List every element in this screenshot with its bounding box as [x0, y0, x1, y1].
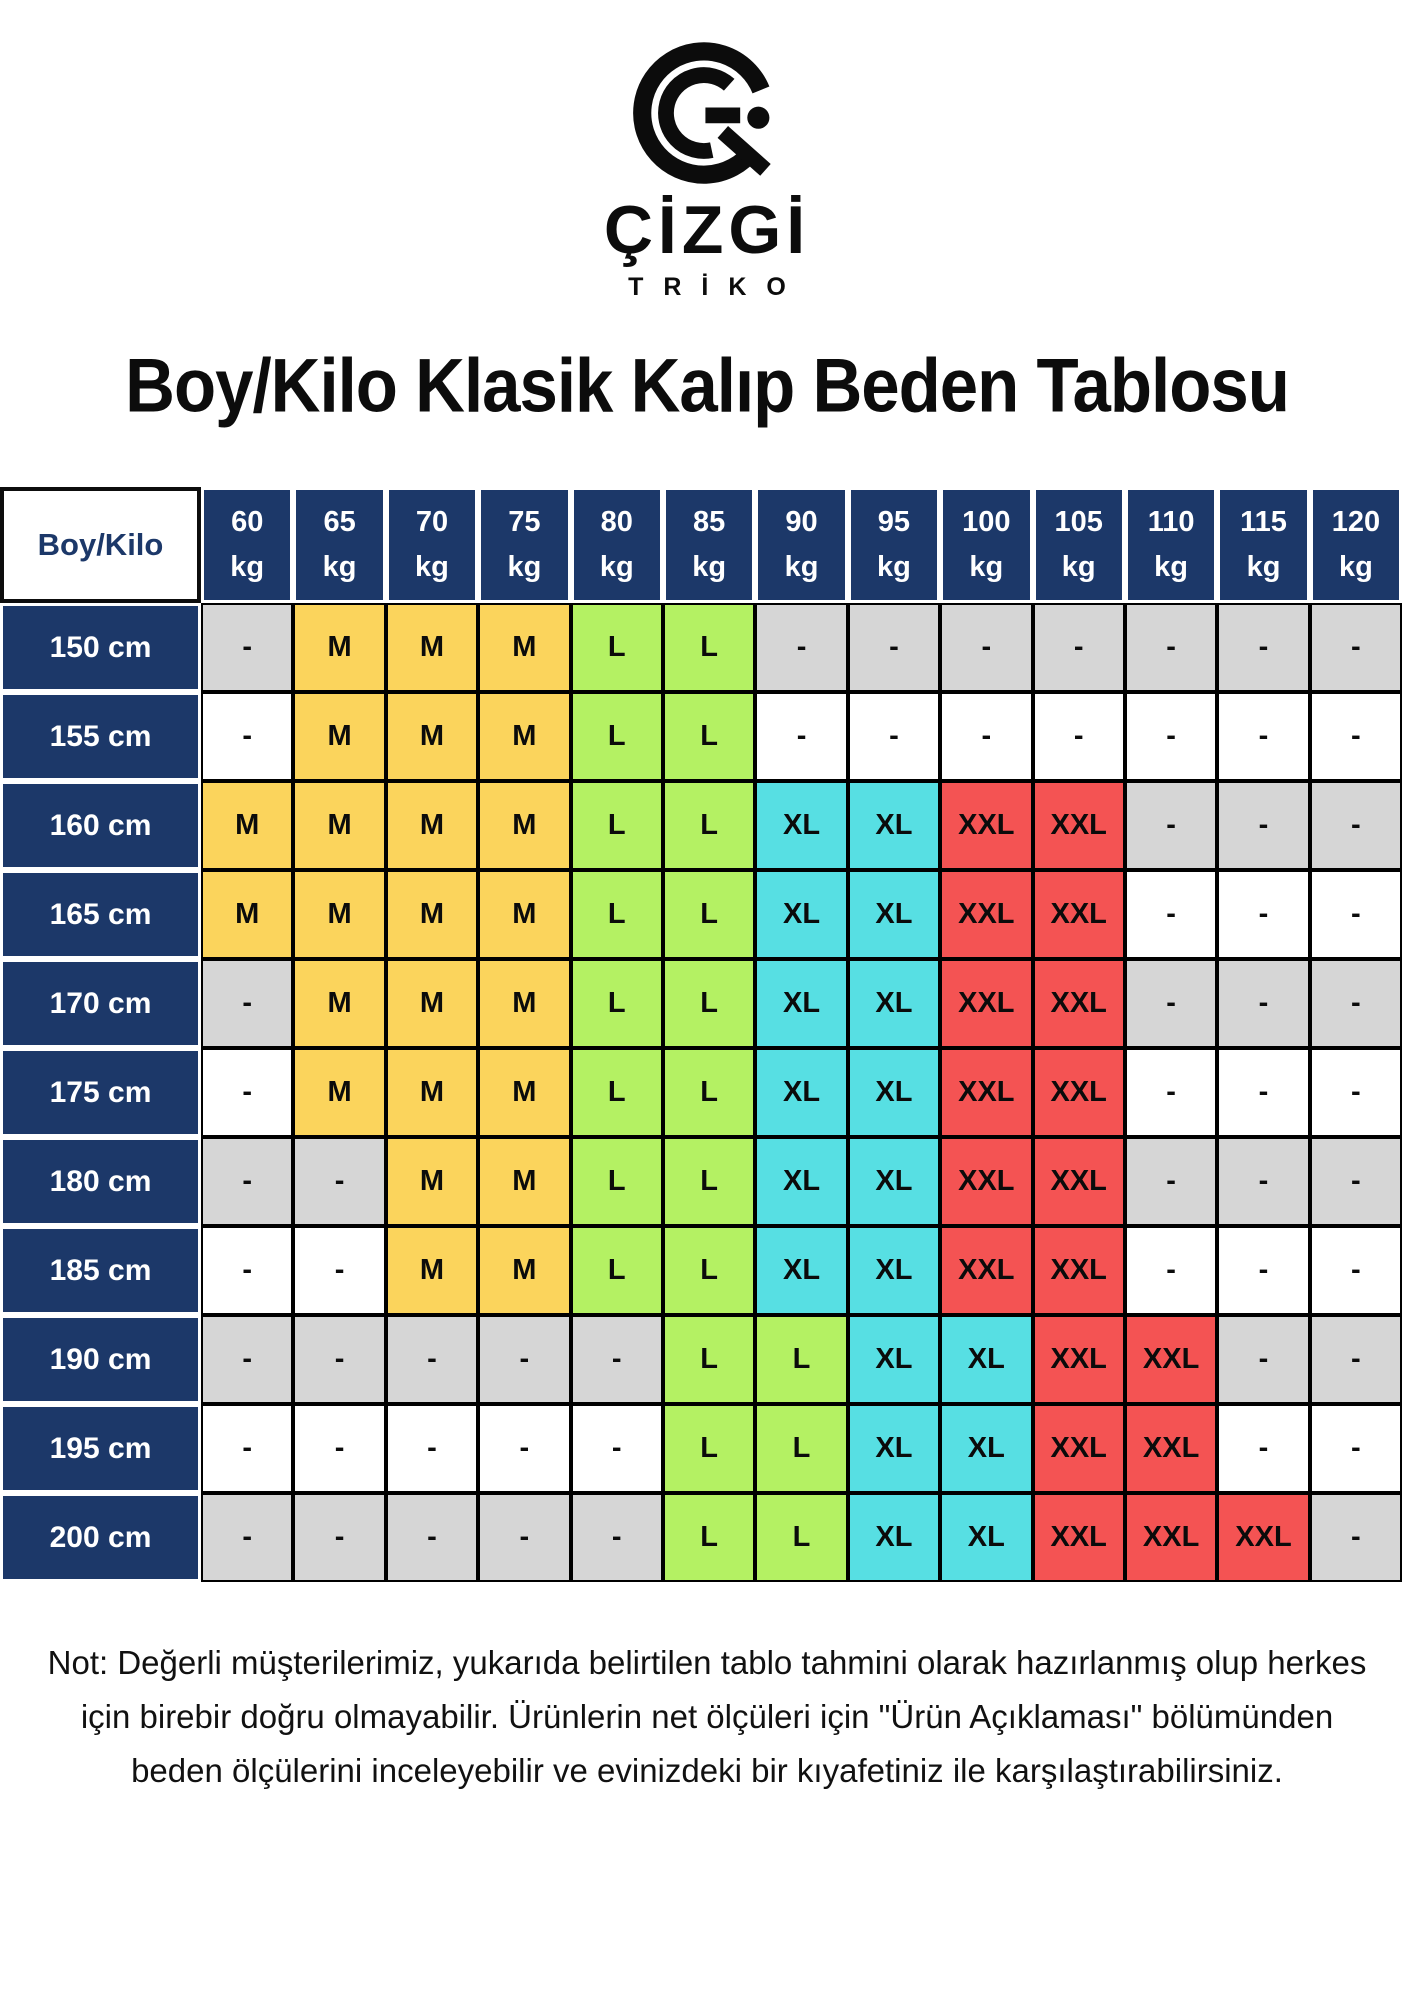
size-cell: XXL [1033, 1404, 1125, 1493]
weight-column-header [293, 487, 385, 603]
size-cell: L [663, 1048, 755, 1137]
size-cell: XL [848, 1404, 940, 1493]
size-cell: XXL [1125, 1493, 1217, 1582]
size-cell: XXL [940, 781, 1032, 870]
size-cell: M [478, 603, 570, 692]
brand-header [0, 0, 1414, 302]
size-cell-empty: - [293, 1226, 385, 1315]
size-cell: L [571, 959, 663, 1048]
size-cell: XXL [1033, 781, 1125, 870]
size-cell-empty: - [201, 1226, 293, 1315]
weight-value: 110 [1147, 506, 1195, 539]
size-cell: L [663, 1226, 755, 1315]
weight-unit: kg [692, 551, 727, 584]
height-row-header: 155 cm [0, 692, 201, 781]
weight-value: 120 [1331, 506, 1381, 539]
size-cell: L [755, 1315, 847, 1404]
size-cell-empty: - [1310, 1493, 1402, 1582]
weight-unit: kg [1246, 551, 1281, 584]
height-row-header: 165 cm [0, 870, 201, 959]
weight-unit: kg [415, 551, 449, 584]
size-cell-empty: - [201, 1493, 293, 1582]
height-row-header: 160 cm [0, 781, 201, 870]
size-cell-empty: - [1310, 1226, 1402, 1315]
brand-subtitle: TRİKO [628, 273, 806, 302]
size-cell: XL [940, 1315, 1032, 1404]
size-cell: M [386, 603, 478, 692]
size-cell: L [663, 603, 755, 692]
weight-value: 115 [1240, 506, 1287, 539]
weight-value: 90 [785, 506, 818, 539]
size-cell: XXL [1033, 1493, 1125, 1582]
size-cell: XXL [940, 959, 1032, 1048]
size-cell: L [663, 692, 755, 781]
size-cell: M [386, 692, 478, 781]
size-cell: M [201, 781, 293, 870]
size-cell-empty: - [201, 1404, 293, 1493]
size-cell: XL [755, 959, 847, 1048]
size-cell-empty: - [1310, 1315, 1402, 1404]
size-cell: XXL [940, 1226, 1032, 1315]
size-cell-empty: - [1310, 959, 1402, 1048]
weight-unit: kg [1154, 551, 1189, 584]
size-cell: M [386, 1137, 478, 1226]
size-cell: XL [755, 1048, 847, 1137]
size-cell: XL [848, 1048, 940, 1137]
size-cell-empty: - [1310, 692, 1402, 781]
size-cell: L [663, 1493, 755, 1582]
page-title: Boy/Kilo Klasik Kalıp Beden Tablosu [125, 343, 1289, 429]
size-cell-empty: - [1033, 603, 1125, 692]
weight-column-header [940, 487, 1032, 603]
weight-unit: kg [230, 551, 265, 584]
size-cell: L [571, 1048, 663, 1137]
size-cell: L [663, 959, 755, 1048]
weight-unit: kg [322, 551, 357, 584]
size-cell-empty: - [201, 1048, 293, 1137]
height-row-header: 150 cm [0, 603, 201, 692]
size-cell-empty: - [848, 692, 940, 781]
size-cell: L [663, 781, 755, 870]
size-cell: M [478, 1048, 570, 1137]
size-cell-empty: - [1033, 692, 1125, 781]
size-cell-empty: - [293, 1493, 385, 1582]
size-cell: M [293, 1048, 385, 1137]
size-cell: XL [848, 1315, 940, 1404]
size-cell-empty: - [386, 1493, 478, 1582]
size-cell-empty: - [201, 603, 293, 692]
size-cell: M [478, 959, 570, 1048]
size-cell-empty: - [1217, 603, 1309, 692]
size-cell-empty: - [1310, 870, 1402, 959]
size-cell: M [293, 870, 385, 959]
weight-value: 85 [693, 506, 726, 539]
size-cell: XXL [1125, 1315, 1217, 1404]
size-cell-empty: - [1217, 1048, 1309, 1137]
size-cell-empty: - [755, 692, 847, 781]
size-cell-empty: - [478, 1493, 570, 1582]
height-row-header: 175 cm [0, 1048, 201, 1137]
size-cell: L [663, 870, 755, 959]
size-cell: XL [848, 1226, 940, 1315]
weight-column-header [848, 487, 940, 603]
size-cell: XL [848, 1137, 940, 1226]
size-cell-empty: - [1125, 781, 1217, 870]
weight-unit: kg [1338, 551, 1373, 584]
size-cell-empty: - [386, 1315, 478, 1404]
cizgi-g-monogram-icon [618, 34, 796, 192]
size-cell-empty: - [1310, 1137, 1402, 1226]
weight-unit: kg [599, 551, 634, 584]
size-cell-empty: - [1217, 1137, 1309, 1226]
corner-header: Boy/Kilo [0, 487, 201, 603]
size-cell: L [755, 1404, 847, 1493]
size-cell-empty: - [1217, 1226, 1309, 1315]
height-row-header: 185 cm [0, 1226, 201, 1315]
weight-value: 80 [600, 506, 633, 539]
size-cell-empty: - [940, 692, 1032, 781]
weight-unit: kg [877, 551, 911, 584]
weight-value: 65 [323, 506, 356, 539]
size-cell: L [571, 692, 663, 781]
size-cell-empty: - [478, 1404, 570, 1493]
size-cell: XL [848, 781, 940, 870]
size-cell: M [386, 781, 478, 870]
height-row-header: 195 cm [0, 1404, 201, 1493]
size-cell: M [386, 1048, 478, 1137]
size-cell-empty: - [201, 959, 293, 1048]
size-cell-empty: - [1125, 959, 1217, 1048]
weight-unit: kg [969, 551, 1004, 584]
size-cell: M [293, 781, 385, 870]
size-cell-empty: - [201, 1315, 293, 1404]
size-cell: L [663, 1315, 755, 1404]
size-cell: XXL [940, 870, 1032, 959]
weight-column-header [663, 487, 755, 603]
size-cell-empty: - [1125, 1137, 1217, 1226]
weight-unit: kg [1061, 551, 1096, 584]
weight-column-header [1125, 487, 1217, 603]
weight-column-header [478, 487, 570, 603]
size-cell: M [386, 959, 478, 1048]
size-cell-empty: - [293, 1315, 385, 1404]
size-cell: XL [755, 870, 847, 959]
size-cell: M [293, 603, 385, 692]
size-cell: XXL [1217, 1493, 1309, 1582]
size-cell-empty: - [1310, 1404, 1402, 1493]
size-cell: XL [940, 1404, 1032, 1493]
size-cell: M [478, 870, 570, 959]
weight-column-header [571, 487, 663, 603]
height-row-header: 180 cm [0, 1137, 201, 1226]
size-cell: M [293, 692, 385, 781]
height-row-header: 190 cm [0, 1315, 201, 1404]
weight-unit: kg [784, 551, 819, 584]
size-cell: XXL [1033, 1048, 1125, 1137]
size-cell: L [571, 603, 663, 692]
size-cell-empty: - [386, 1404, 478, 1493]
weight-column-header [201, 487, 293, 603]
weight-column-header [1217, 487, 1309, 603]
size-cell: L [571, 781, 663, 870]
size-cell-empty: - [1310, 1048, 1402, 1137]
size-cell: XL [848, 959, 940, 1048]
size-cell: XXL [1033, 1226, 1125, 1315]
height-row-header: 200 cm [0, 1493, 201, 1582]
size-cell-empty: - [848, 603, 940, 692]
weight-value: 75 [508, 506, 541, 539]
size-cell: M [478, 1137, 570, 1226]
size-cell: XL [755, 1226, 847, 1315]
size-cell-empty: - [1217, 1315, 1309, 1404]
weight-column-header [1033, 487, 1125, 603]
size-cell: M [478, 1226, 570, 1315]
size-cell-empty: - [201, 692, 293, 781]
size-cell: XXL [1033, 870, 1125, 959]
size-cell-empty: - [293, 1137, 385, 1226]
size-cell: XL [940, 1493, 1032, 1582]
size-cell: M [478, 781, 570, 870]
size-cell: XXL [1033, 1315, 1125, 1404]
size-cell-empty: - [1217, 781, 1309, 870]
size-cell-empty: - [1125, 692, 1217, 781]
size-cell-empty: - [1310, 603, 1402, 692]
size-cell: XL [755, 781, 847, 870]
size-cell: M [386, 870, 478, 959]
size-cell: M [201, 870, 293, 959]
size-cell-empty: - [1217, 959, 1309, 1048]
size-cell: L [755, 1493, 847, 1582]
size-cell: XXL [1033, 959, 1125, 1048]
weight-value: 60 [231, 506, 264, 539]
footnote: Not: Değerli müşterilerimiz, yukarıda belirtilen tablo tahmini olarak hazırlanmış olup herkes için birebir doğru olmayabilir. Ürünlerin net ölçüleri için "Ürün Açıklaması" bölümünden beden ölçülerini inceleyebilir ve evinizdeki bir kıyafetiniz ile karşılaştırabilirsiniz. [47, 1644, 1367, 1789]
weight-unit: kg [507, 551, 542, 584]
size-cell: M [478, 692, 570, 781]
size-cell: XL [848, 1493, 940, 1582]
size-cell: L [571, 1137, 663, 1226]
size-cell-empty: - [1125, 870, 1217, 959]
size-cell: L [571, 870, 663, 959]
size-cell-empty: - [1125, 1048, 1217, 1137]
weight-value: 70 [415, 506, 449, 539]
weight-column-header [1310, 487, 1402, 603]
size-cell: XXL [1125, 1404, 1217, 1493]
size-cell-empty: - [571, 1404, 663, 1493]
size-cell-empty: - [1125, 1226, 1217, 1315]
brand-name: ÇİZGİ [603, 192, 811, 268]
size-cell: XL [755, 1137, 847, 1226]
size-cell: L [571, 1226, 663, 1315]
size-cell-empty: - [571, 1493, 663, 1582]
weight-column-header [755, 487, 847, 603]
weight-column-header [386, 487, 478, 603]
size-cell-empty: - [1125, 603, 1217, 692]
weight-value: 105 [1054, 506, 1103, 539]
size-cell: XXL [940, 1137, 1032, 1226]
size-cell-empty: - [1310, 781, 1402, 870]
size-cell: XXL [1033, 1137, 1125, 1226]
size-cell-empty: - [201, 1137, 293, 1226]
size-cell: L [663, 1404, 755, 1493]
size-cell-empty: - [1217, 1404, 1309, 1493]
size-cell: M [386, 1226, 478, 1315]
size-cell-empty: - [478, 1315, 570, 1404]
height-row-header: 170 cm [0, 959, 201, 1048]
size-cell-empty: - [755, 603, 847, 692]
size-cell-empty: - [1217, 692, 1309, 781]
size-cell-empty: - [293, 1404, 385, 1493]
size-cell-empty: - [571, 1315, 663, 1404]
weight-value: 95 [877, 506, 911, 539]
size-table [0, 487, 1414, 1582]
size-cell: L [663, 1137, 755, 1226]
size-cell: XXL [940, 1048, 1032, 1137]
weight-value: 100 [962, 506, 1011, 539]
size-cell-empty: - [940, 603, 1032, 692]
size-cell: M [293, 959, 385, 1048]
size-cell: XL [848, 870, 940, 959]
size-cell-empty: - [1217, 870, 1309, 959]
